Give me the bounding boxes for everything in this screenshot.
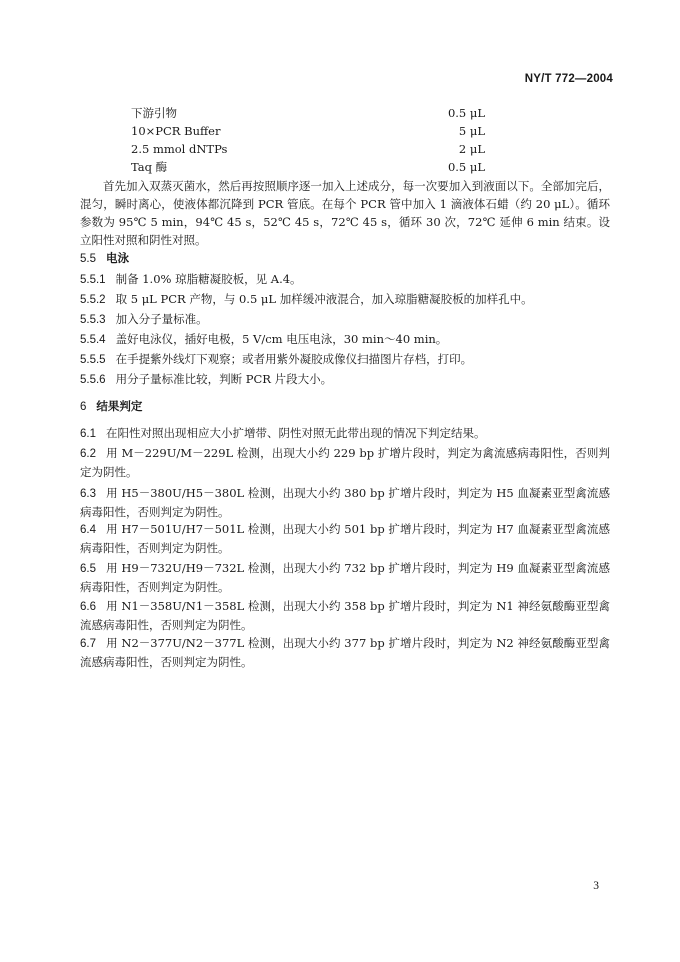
section-heading-results [80,398,142,416]
step-item [80,350,620,369]
result-item [80,484,610,521]
result-item [80,424,610,443]
result-text: 用 M－229U/M－229L 检测，出现大小约 229 bp 扩增片段时，判定为禽流感病毒阳性，否则判定为阴性。 [80,446,610,479]
result-number: 6.3 [80,488,96,500]
step-text: 在手提紫外线灯下观察；或者用紫外凝胶成像仪扫描图片存档，打印。 [115,352,473,366]
section-number: 6 [80,401,87,413]
result-number: 6.6 [80,601,96,613]
step-item [80,290,620,309]
result-text: 在阳性对照出现相应大小扩增带、阴性对照无此带出现的情况下判定结果。 [106,426,486,440]
page-number: 3 [593,880,599,892]
reagent-row [131,104,485,122]
reagent-amount: 2 μL [458,142,485,156]
result-item [80,634,610,671]
reagent-amount: 0.5 μL [447,106,485,120]
step-text: 用分子量标准比较，判断 PCR 片段大小。 [115,372,333,386]
result-item [80,559,610,596]
result-text: 用 N2－377U/N2－377L 检测，出现大小约 377 bp 扩增片段时，判定为 N2 神经氨酸酶亚型禽流感病毒阳性，否则判定为阴性。 [80,636,610,669]
step-item [80,310,620,329]
result-text: 用 H9－732U/H9－732L 检测，出现大小约 732 bp 扩增片段时，判定为 H9 血凝素亚型禽流感病毒阳性，否则判定为阴性。 [80,561,610,594]
step-text: 加入分子量标准。 [115,312,208,326]
reagent-name: Taq 酶 [131,160,168,174]
step-item [80,370,620,389]
step-text: 制备 1.0% 琼脂糖凝胶板，见 A.4。 [115,272,302,286]
reagent-name: 2.5 mmol dNTPs [131,142,228,156]
reagent-row [131,140,485,158]
reagent-list [131,104,485,176]
step-number: 5.5.2 [80,294,106,306]
step-number: 5.5.3 [80,314,106,326]
reagent-amount: 5 μL [458,124,485,138]
result-text: 用 H7－501U/H7－501L 检测，出现大小约 501 bp 扩增片段时，判定为 H7 血凝素亚型禽流感病毒阳性，否则判定为阴性。 [80,522,610,555]
result-text: 用 N1－358U/N1－358L 检测，出现大小约 358 bp 扩增片段时，判定为 N1 神经氨酸酶亚型禽流感病毒阳性，否则判定为阴性。 [80,599,610,632]
section-heading-electrophoresis [80,250,129,268]
result-number: 6.4 [80,524,96,536]
step-number: 5.5.6 [80,374,106,386]
section-number: 5.5 [80,253,96,265]
reagent-row [131,122,485,140]
section-title: 结果判定 [96,401,143,413]
reagent-row [131,158,485,176]
step-text: 取 5 μL PCR 产物，与 0.5 μL 加样缓冲液混合，加入琼脂糖凝胶板的加样孔中。 [115,292,533,306]
result-number: 6.7 [80,638,96,650]
step-text: 盖好电泳仪，插好电极，5 V/cm 电压电泳，30 min～40 min。 [115,332,448,346]
result-item [80,520,610,557]
step-number: 5.5.1 [80,274,106,286]
reagent-name: 10×PCR Buffer [131,124,221,138]
reagent-name: 下游引物 [131,106,177,120]
step-number: 5.5.4 [80,334,106,346]
result-number: 6.1 [80,428,96,440]
result-number: 6.5 [80,563,96,575]
result-item [80,597,610,634]
section-title: 电泳 [106,253,129,265]
step-item [80,270,620,289]
result-item [80,444,610,481]
step-number: 5.5.5 [80,354,106,366]
result-number: 6.2 [80,448,96,460]
step-item [80,330,620,349]
reagent-amount: 0.5 μL [447,160,485,174]
standard-number-header: NY/T 772—2004 [524,73,613,85]
procedure-paragraph: 首先加入双蒸灭菌水，然后再按照顺序逐一加入上述成分，每一次要加入到液面以下。全部加完后，混匀，瞬时离心，使液体都沉降到 PCR 管底。在每个 PCR 管中加入 1 滴液体石蜡（约 20 μL）。循环参数为 95℃ 5 min，94℃ 45 s，52℃ 45 s，72℃ 45 s，循环 30 次，72℃ 延伸 6 min 结束。设立阳性对照和阴性对照。 [80,179,610,247]
result-text: 用 H5－380U/H5－380L 检测，出现大小约 380 bp 扩增片段时，判定为 H5 血凝素亚型禽流感病毒阳性，否则判定为阴性。 [80,486,610,519]
